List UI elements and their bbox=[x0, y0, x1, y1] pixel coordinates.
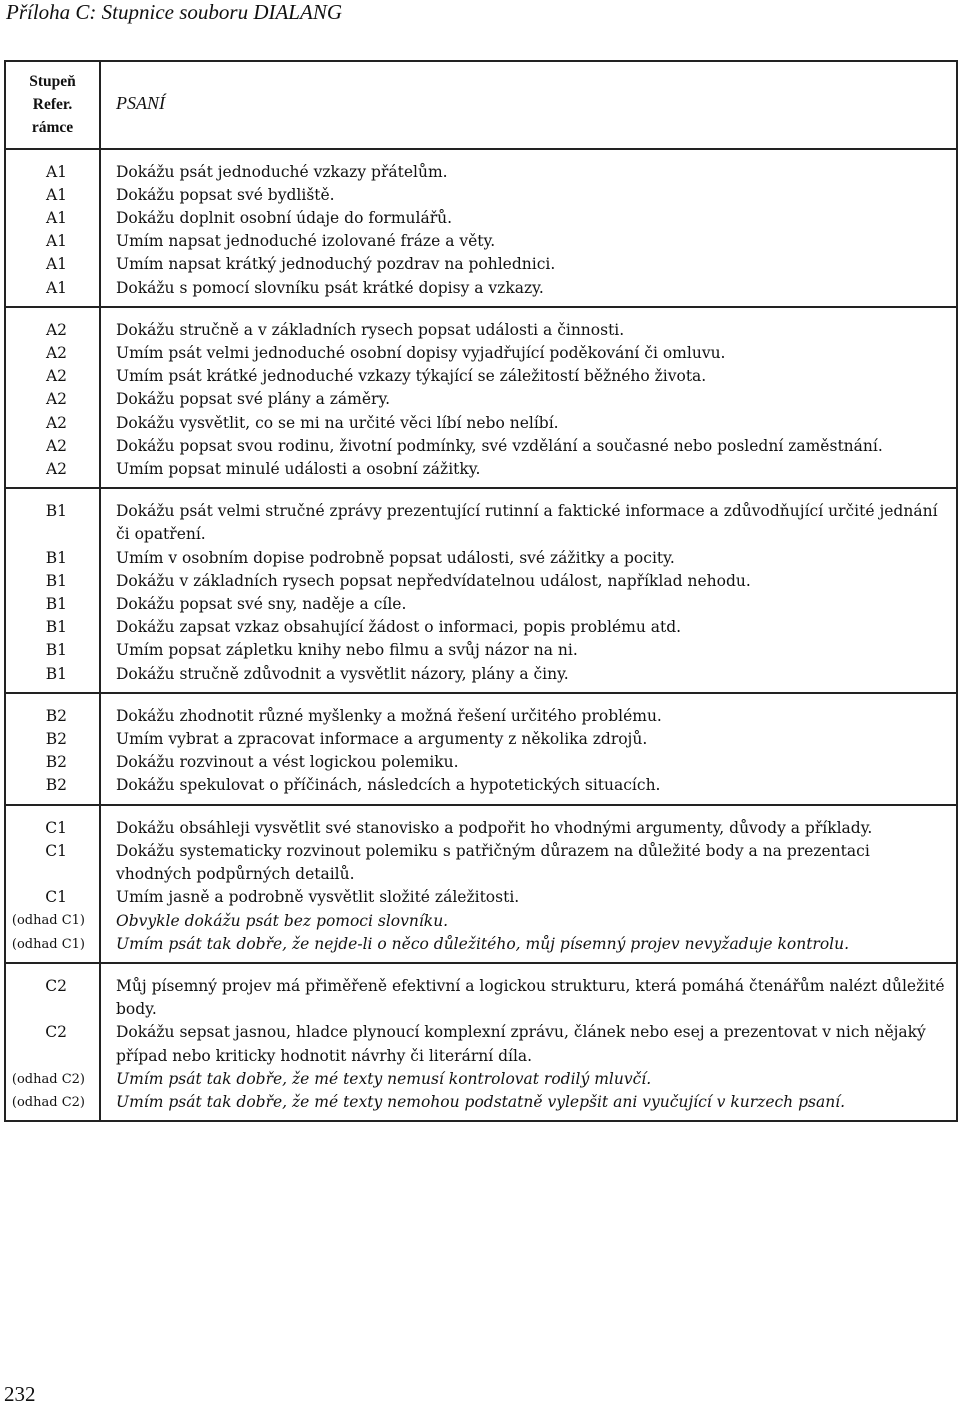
level-label: B1 bbox=[45, 595, 67, 614]
level-group-row bbox=[5, 693, 957, 805]
can-do-statement: Dokážu popsat své sny, naděje a cíle. bbox=[116, 595, 407, 614]
can-do-statement: Dokážu stručně zdůvodnit a vysvětlit názory, plány a činy. bbox=[116, 664, 569, 683]
can-do-statement: Umím psát velmi jednoduché osobní dopisy vyjadřující poděkování či omluvu. bbox=[116, 344, 726, 363]
level-label: B2 bbox=[45, 730, 67, 749]
level-label: A2 bbox=[45, 390, 67, 409]
level-label: B1 bbox=[45, 502, 67, 521]
level-label: B1 bbox=[45, 548, 67, 567]
can-do-statement: Umím popsat minulé události a osobní zážitky. bbox=[116, 460, 481, 479]
can-do-statement: Můj písemný projev má přiměřeně efektivní a logickou strukturu, která pomáhá čtenářům nalézt důležité body. bbox=[116, 976, 945, 1019]
level-label: A2 bbox=[45, 436, 67, 455]
level-label: A2 bbox=[45, 460, 67, 479]
can-do-statement: Obvykle dokážu psát bez pomoci slovníku. bbox=[116, 911, 449, 930]
level-label: (odhad C1) bbox=[11, 936, 85, 952]
level-header-line: Stupeň bbox=[29, 73, 76, 90]
level-label: A2 bbox=[45, 320, 67, 339]
page-title: Příloha C: Stupnice souboru DIALANG bbox=[6, 0, 342, 24]
statements-cell bbox=[100, 693, 957, 805]
level-label: A2 bbox=[45, 413, 67, 432]
level-cell bbox=[5, 963, 100, 1121]
level-label: B1 bbox=[45, 664, 67, 683]
level-group-row bbox=[5, 805, 957, 963]
level-label: B1 bbox=[45, 571, 67, 590]
can-do-statement: Umím psát tak dobře, že nejde-li o něco důležitého, můj písemný projev nevyžaduje kontrolu. bbox=[116, 934, 850, 953]
level-label: B2 bbox=[45, 776, 67, 795]
statements-cell bbox=[100, 149, 957, 307]
statements-cell bbox=[100, 307, 957, 488]
can-do-statement: Umím psát krátké jednoduché vzkazy týkající se záležitostí běžného života. bbox=[116, 367, 707, 386]
level-label: A1 bbox=[45, 255, 67, 274]
can-do-statement: Dokážu s pomocí slovníku psát krátké dopisy a vzkazy. bbox=[116, 278, 544, 297]
level-cell bbox=[5, 149, 100, 307]
level-cell bbox=[5, 805, 100, 963]
can-do-statement: Dokážu psát jednoduché vzkazy přátelům. bbox=[116, 162, 448, 181]
level-label: C1 bbox=[45, 888, 67, 907]
table-header-row bbox=[5, 61, 957, 149]
page-number: 232 bbox=[4, 1382, 36, 1406]
can-do-statement: Dokážu systematicky rozvinout polemiku s patřičným důrazem na důležité body a na prezentaci vhodných podpůrných detailů. bbox=[116, 841, 870, 884]
level-cell bbox=[5, 488, 100, 693]
skill-column-header bbox=[100, 61, 957, 149]
can-do-statement: Dokážu psát velmi stručné zprávy prezentující rutinní a faktické informace a zdůvodňující určité jednání či opatření. bbox=[116, 502, 938, 544]
skill-title: PSANÍ bbox=[116, 93, 165, 113]
can-do-statement: Dokážu popsat své bydliště. bbox=[116, 185, 335, 204]
level-label: C1 bbox=[45, 818, 67, 837]
level-cell bbox=[5, 307, 100, 488]
level-label: (odhad C2) bbox=[11, 1094, 85, 1110]
level-group-row bbox=[5, 963, 957, 1121]
can-do-statement: Dokážu sepsat jasnou, hladce plynoucí komplexní zprávu, článek nebo esej a prezentovat v nich nějaký případ nebo kriticky hodnotit návrhy či literární díla. bbox=[116, 1023, 926, 1065]
can-do-statement: Dokážu vysvětlit, co se mi na určité věci líbí nebo nelíbí. bbox=[116, 413, 559, 432]
can-do-statement: Dokážu spekulovat o příčinách, následcích a hypotetických situacích. bbox=[116, 776, 661, 795]
level-label: B2 bbox=[45, 753, 67, 772]
can-do-statement: Dokážu zapsat vzkaz obsahující žádost o informaci, popis problému atd. bbox=[116, 618, 682, 637]
can-do-statement: Umím psát tak dobře, že mé texty nemohou podstatně vylepšit ani vyučující v kurzech psaní. bbox=[116, 1092, 846, 1111]
level-label: A1 bbox=[45, 185, 67, 204]
level-cell bbox=[5, 693, 100, 805]
level-group-row bbox=[5, 149, 957, 307]
level-label: A1 bbox=[45, 232, 67, 251]
level-label: B2 bbox=[45, 706, 67, 725]
can-do-statement: Umím psát tak dobře, že mé texty nemusí kontrolovat rodilý mluvčí. bbox=[116, 1069, 652, 1088]
can-do-statement: Umím jasně a podrobně vysvětlit složité záležitosti. bbox=[116, 888, 520, 907]
can-do-statement: Dokážu doplnit osobní údaje do formulářů. bbox=[116, 209, 453, 228]
can-do-statement: Umím vybrat a zpracovat informace a argumenty z několika zdrojů. bbox=[116, 730, 648, 749]
level-label: C2 bbox=[45, 976, 67, 995]
can-do-statement: Umím v osobním dopise podrobně popsat události, své zážitky a pocity. bbox=[116, 548, 675, 567]
dialang-scale-table bbox=[4, 60, 958, 1122]
can-do-statement: Dokážu rozvinout a vést logickou polemiku. bbox=[116, 753, 459, 772]
level-label: B1 bbox=[45, 641, 67, 660]
can-do-statement: Dokážu zhodnotit různé myšlenky a možná řešení určitého problému. bbox=[116, 706, 662, 725]
level-label: C2 bbox=[45, 1023, 67, 1042]
level-group-row bbox=[5, 307, 957, 488]
level-column-header bbox=[5, 61, 100, 149]
can-do-statement: Dokážu popsat svou rodinu, životní podmínky, své vzdělání a současné nebo poslední zaměstnání. bbox=[116, 436, 883, 455]
level-label: A1 bbox=[45, 278, 67, 297]
statements-cell bbox=[100, 963, 957, 1121]
statements-cell bbox=[100, 488, 957, 693]
level-label: A1 bbox=[45, 162, 67, 181]
level-label: A2 bbox=[45, 367, 67, 386]
level-label: C1 bbox=[45, 841, 67, 860]
level-header-line: rámce bbox=[31, 119, 74, 137]
can-do-statement: Umím popsat zápletku knihy nebo filmu a svůj názor na ni. bbox=[116, 641, 578, 660]
statements-cell bbox=[100, 805, 957, 963]
level-label: B1 bbox=[45, 618, 67, 637]
can-do-statement: Dokážu stručně a v základních rysech popsat události a činnosti. bbox=[116, 320, 625, 339]
can-do-statement: Dokážu v základních rysech popsat nepředvídatelnou událost, například nehodu. bbox=[116, 571, 751, 590]
level-label: (odhad C2) bbox=[11, 1071, 85, 1087]
level-label: A2 bbox=[45, 344, 67, 363]
level-label: (odhad C1) bbox=[11, 913, 85, 929]
can-do-statement: Umím napsat jednoduché izolované fráze a věty. bbox=[116, 232, 496, 251]
can-do-statement: Umím napsat krátký jednoduchý pozdrav na pohlednici. bbox=[116, 255, 556, 274]
can-do-statement: Dokážu obsáhleji vysvětlit své stanovisko a podpořit ho vhodnými argumenty, důvody a příklady. bbox=[116, 818, 873, 837]
level-header-line: Refer. bbox=[32, 96, 73, 114]
level-group-row bbox=[5, 488, 957, 693]
can-do-statement: Dokážu popsat své plány a záměry. bbox=[116, 390, 391, 409]
level-label: A1 bbox=[45, 209, 67, 228]
